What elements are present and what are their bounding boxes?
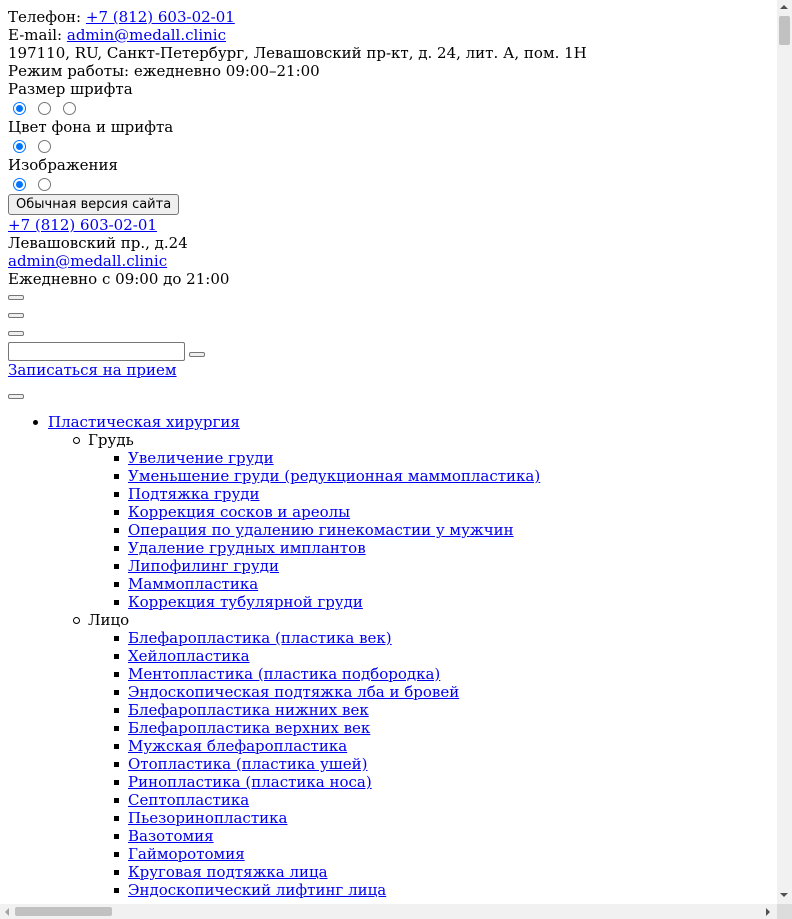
menu-item-link[interactable]: Блефаропластика верхних век [128, 719, 371, 737]
menu-item-link[interactable]: Круговая подтяжка лица [128, 863, 328, 881]
menu-list-item [128, 845, 769, 863]
horizontal-scroll-thumb[interactable] [15, 907, 112, 916]
menu-list-item [128, 719, 769, 737]
search-input[interactable] [8, 342, 185, 361]
menu-item-link[interactable]: Мужская блефаропластика [128, 737, 348, 755]
menu-list-item [128, 503, 769, 521]
phone-label: Телефон: [8, 8, 86, 26]
menu-list-item [128, 701, 769, 719]
address-text: 197110, RU, Санкт-Петербург, Левашовский пр-кт, д. 24, лит. А, пом. 1Н [8, 44, 587, 62]
menu-item-link[interactable]: Эндоскопическая подтяжка лба и бровей [128, 683, 460, 701]
menu-item-link[interactable]: Удаление грудных имплантов [128, 539, 366, 557]
scrollbar-corner [777, 904, 792, 919]
working-hours: Режим работы: ежедневно 09:00–21:00 [8, 62, 320, 80]
menu-item-link[interactable]: Гайморотомия [128, 845, 245, 863]
contact-address: Левашовский пр., д.24 [8, 234, 188, 252]
mobile-menu-button[interactable] [8, 394, 24, 399]
contact-phone-link[interactable]: +7 (812) 603-02-01 [8, 216, 157, 234]
color-scheme-radio-1[interactable] [13, 140, 26, 153]
menu-item-link[interactable]: Увеличение груди [128, 449, 274, 467]
menu-item-link[interactable]: Маммопластика [128, 575, 259, 593]
menu-list-item [128, 809, 769, 827]
contact-hours: Ежедневно с 09:00 до 21:00 [8, 270, 230, 288]
menu-item-link[interactable]: Липофилинг груди [128, 557, 279, 575]
menu-link-plastic-surgery[interactable]: Пластическая хирургия [48, 413, 240, 431]
font-size-radio-2[interactable] [38, 102, 51, 115]
menu-list-item [128, 773, 769, 791]
images-radio-2[interactable] [38, 178, 51, 191]
horizontal-scrollbar[interactable] [0, 904, 777, 919]
menu-group-items [88, 629, 769, 899]
font-size-radio-3[interactable] [63, 102, 76, 115]
phone-row [8, 8, 769, 26]
menu-item-link[interactable]: Эндоскопический лифтинг лица [128, 881, 387, 899]
scroll-right-icon[interactable] [766, 908, 770, 916]
menu-item-link[interactable]: Септопластика [128, 791, 250, 809]
close-button[interactable] [8, 331, 24, 336]
menu-list-item [128, 863, 769, 881]
menu-list-item [128, 737, 769, 755]
email-row [8, 26, 769, 44]
menu-item-link[interactable]: Подтяжка груди [128, 485, 260, 503]
menu-list-item [128, 881, 769, 899]
menu-list-item [128, 449, 769, 467]
menu-list-item [128, 647, 769, 665]
menu-item-plastic-surgery [48, 413, 769, 431]
menu-item-link[interactable]: Блефаропластика нижних век [128, 701, 369, 719]
color-scheme-label: Цвет фона и шрифта [8, 118, 174, 136]
menu-toggle-button[interactable] [8, 295, 24, 300]
images-label: Изображения [8, 156, 119, 174]
menu-list-item [128, 539, 769, 557]
phone-link[interactable]: +7 (812) 603-02-01 [85, 8, 235, 26]
normal-version-button[interactable]: Обычная версия сайта [8, 194, 179, 215]
menu-list-item [128, 557, 769, 575]
menu-list-item [128, 593, 769, 611]
menu-item-link[interactable]: Блефаропластика (пластика век) [128, 629, 392, 647]
menu-list-item [128, 521, 769, 539]
menu-list-item [128, 629, 769, 647]
menu-item-link[interactable]: Коррекция тубулярной груди [128, 593, 363, 611]
email-link[interactable]: admin@medall.clinic [66, 26, 226, 44]
menu-list-item [128, 575, 769, 593]
vertical-scroll-thumb[interactable] [779, 16, 790, 45]
color-scheme-radio-2[interactable] [38, 140, 51, 153]
menu-item-link[interactable]: Коррекция сосков и ареолы [128, 503, 351, 521]
images-radio-1[interactable] [13, 178, 26, 191]
menu-list-item [128, 827, 769, 845]
menu-item-link[interactable]: Уменьшение груди (редукционная маммопластика) [128, 467, 541, 485]
menu-group-title: Грудь [88, 431, 769, 449]
search-submit-button[interactable] [189, 352, 205, 357]
scroll-up-icon[interactable] [780, 5, 788, 9]
contact-email-link[interactable]: admin@medall.clinic [8, 252, 168, 270]
menu-group-items [88, 449, 769, 611]
email-label: E-mail: [8, 26, 67, 44]
font-size-label: Размер шрифта [8, 80, 133, 98]
menu-group-title: Лицо [88, 611, 769, 629]
vertical-scrollbar[interactable] [777, 0, 792, 904]
menu-list-item [128, 791, 769, 809]
main-menu [8, 413, 769, 899]
menu-item-link[interactable]: Отопластика (пластика ушей) [128, 755, 368, 773]
menu-item-link[interactable]: Ментопластика (пластика подбородка) [128, 665, 441, 683]
menu-list-item [128, 665, 769, 683]
menu-list-item [128, 467, 769, 485]
menu-item-link[interactable]: Вазотомия [128, 827, 214, 845]
submenu-plastic-surgery [48, 431, 769, 899]
scroll-down-icon[interactable] [780, 893, 788, 897]
menu-item-link[interactable]: Операция по удалению гинекомастии у мужчин [128, 521, 514, 539]
scroll-left-icon[interactable] [5, 908, 9, 916]
font-size-options [8, 98, 769, 118]
menu-item-link[interactable]: Пьезоринопластика [128, 809, 288, 827]
menu-item-link[interactable]: Ринопластика (пластика носа) [128, 773, 372, 791]
appointment-link[interactable]: Записаться на прием [8, 361, 177, 379]
font-size-radio-1[interactable] [13, 102, 26, 115]
menu-list-item [128, 683, 769, 701]
images-options [8, 174, 769, 194]
color-scheme-options [8, 136, 769, 156]
menu-item-link[interactable]: Хейлопластика [128, 647, 250, 665]
search-toggle-button[interactable] [8, 313, 24, 318]
menu-list-item [128, 755, 769, 773]
menu-list-item [128, 485, 769, 503]
